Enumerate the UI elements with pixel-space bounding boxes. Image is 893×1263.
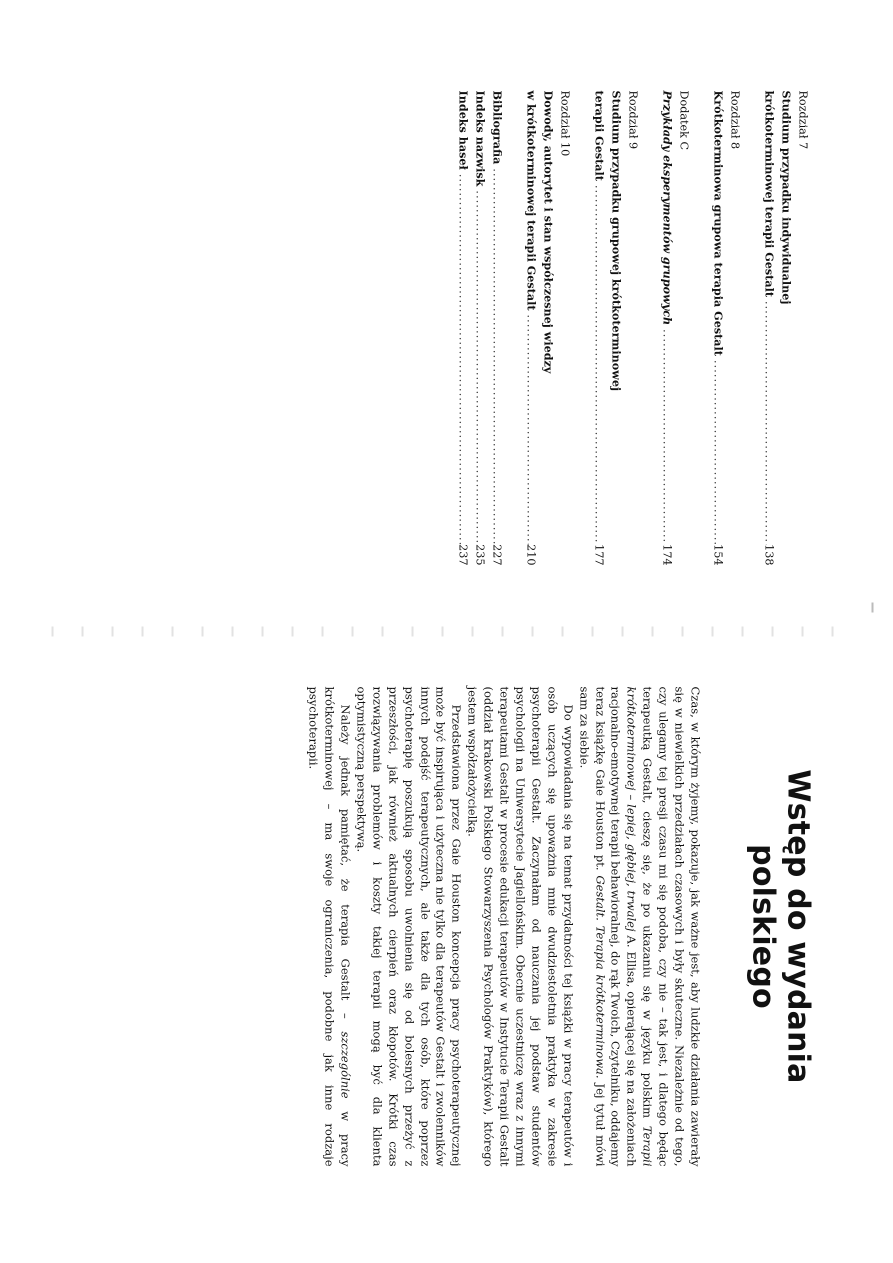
toc-dot-leader: [760, 297, 777, 544]
preface-paragraph: [575, 686, 702, 1166]
toc-entry-line: [539, 90, 556, 565]
toc-entry-title: Krótkoterminowa grupowa terapia Gestalt: [711, 90, 725, 356]
toc-dot-leader: [522, 310, 539, 544]
toc-dot-leader: [454, 169, 471, 543]
toc-page-number: 210: [524, 543, 537, 565]
toc-entry-line: [471, 90, 488, 565]
toc-entry-line: [709, 90, 726, 565]
toc-back-matter: [454, 90, 505, 565]
page-edge-mark: [871, 602, 873, 612]
toc-entry-line: [607, 90, 624, 565]
toc-page-number: 237: [456, 543, 469, 565]
toc-entry-line: [590, 90, 607, 565]
italic-book-title: Gestalt. Terapia krótkoterminowa.: [592, 874, 607, 1079]
toc-dot-leader: [471, 186, 488, 544]
preface-paragraph: Przedstawiona przez Gaie Houston koncepcja pracy psychoterapeutycznej może być inspirująca i użyteczna nie tylko dla terapeutów Gestalt i zwolenników innych podejść terapeutycznych, ale także dla tych osób, które poprzez psychoterapię poszukują sposobu uwolnienia się od bolesnych przeżyć z przeszłości, jak również aktualnych cierpień oraz kłopotów. Krótki czas rozwiązywania problemów i koszty takiej terapii mogą być dla klienta optymistyczną perspektywą.: [353, 686, 464, 1166]
toc-entry-title: Indeks nazwisk: [473, 90, 487, 186]
toc-page-number: 174: [660, 543, 673, 565]
text-run: w pracy krótkoterminowej – ma swoje ograniczenia, podobne jak inne rodzaje psychoterapii.: [306, 686, 353, 1166]
toc-page-number: 154: [711, 543, 724, 565]
toc-entry-line: [454, 90, 471, 565]
toc-entry-title: Dowody, autorytet i stan współczesnej wiedzy: [541, 90, 555, 373]
toc-entry-title: Studium przypadku indywidualnej: [779, 90, 793, 304]
toc-chapter-10: [522, 90, 573, 565]
toc-chapter-9: [590, 90, 641, 565]
toc-entry-title: Studium przypadku grupowej krótkoterminowej: [609, 90, 623, 391]
preface-paragraph: [304, 686, 352, 1166]
toc-chapter-7: [760, 90, 811, 565]
toc-chapter-heading: Dodatek C: [677, 90, 690, 150]
toc-chapter-heading: Rozdział 9: [626, 90, 639, 149]
toc-dot-leader: [658, 325, 675, 544]
italic-word: szczególnie: [338, 1030, 353, 1099]
toc-entry-line: [777, 90, 794, 565]
toc-dot-leader: [709, 355, 726, 543]
preface-paragraph: Do wypowiadania się na temat przydatności tej książki w pracy terapeutów i osób uczących się upoważnia mnie dwudziestoletnia praktyka w zakresie psychoterapii Gestalt. Zaczynałam od nauczania jej podstaw studentów psychologii na Uniwersytecie Jagiellońskim. Obecnie uczestniczę wraz z innymi terapeutami Gestalt w procesie edukacji terapeutów w Instytucie Terapii Gestalt (oddział krakowski Polskiego Stowarzyszenia Psychologów Praktyków), którego jestem współzałożycielką.: [465, 686, 575, 1166]
toc-appendix-c: [658, 90, 692, 565]
toc-entry-title: terapii Gestalt: [592, 90, 606, 181]
italic-book-title: Terapii krótkoterminowej – lepiej, głębiej, trwalej: [624, 686, 655, 1166]
text-run: A. Ellisa, opierającej się na założeniach racjonalno-emotywnej terapii behawioralnej, do rąk Twoich, Czytelniku, oddajemy teraz książkę Gaie Houston pt.: [592, 686, 639, 1166]
toc-dot-leader: [590, 180, 607, 543]
toc-entry-title: Bibliografia: [490, 90, 504, 164]
toc-entry-title: Przykłady eksperymentów grupowych: [660, 90, 674, 325]
text-run: Czas, w którym żyjemy, pokazuje, jak ważne jest, aby ludzkie działania zawierały się w niewielkich przedziałach czasowych i były skuteczne. Niezależnie od tego, czy ulegamy tej presji czasu mi się podoba, czy nie – tak jest, i dlatego będąc terapeutką Gestalt, cieszę się, że po ukazaniu się w języku polskim: [640, 686, 702, 1166]
toc-chapter-8: [709, 90, 743, 565]
toc-chapter-heading: Rozdział 10: [558, 90, 571, 156]
table-of-contents: [437, 90, 811, 565]
toc-entry-title: w krótkoterminowej terapii Gestalt: [524, 90, 538, 311]
toc-page-number: 227: [490, 543, 503, 565]
page-title: Wstęp do wydania polskiego: [745, 768, 815, 1084]
toc-entry-line: [658, 90, 675, 565]
toc-entry-line: [760, 90, 777, 565]
toc-entry-title: Indeks haseł: [456, 90, 470, 170]
toc-entry-title: krótkoterminowej terapii Gestalt: [762, 90, 776, 297]
toc-chapter-heading: Rozdział 8: [728, 90, 741, 149]
toc-entry-line: [488, 90, 505, 565]
toc-page-number: 138: [762, 543, 775, 565]
toc-chapter-heading: Rozdział 7: [796, 90, 809, 149]
text-run: Należy jednak pamiętać, że terapia Gestalt –: [338, 704, 353, 1031]
preface-page: [304, 686, 815, 1166]
toc-dot-leader: [488, 164, 505, 544]
text-run: Jej tytuł mówi sam za siebie.: [576, 686, 607, 1166]
book-gutter: [43, 626, 833, 636]
toc-entry-line: [522, 90, 539, 565]
toc-page-number: 235: [473, 543, 486, 565]
toc-page-number: 177: [592, 543, 605, 565]
